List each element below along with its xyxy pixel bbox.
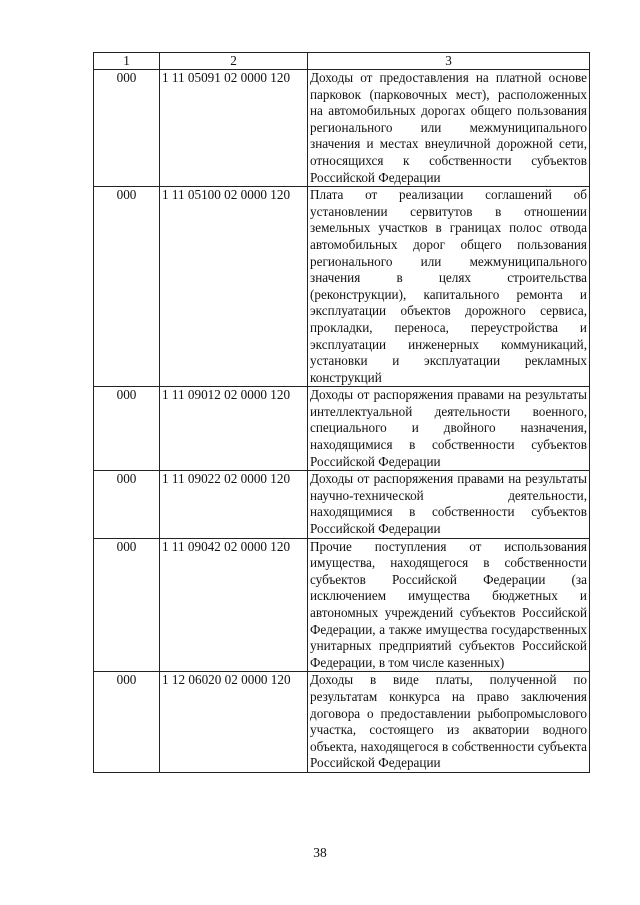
header-col-1: 1 bbox=[94, 53, 160, 70]
admin-code-cell: 000 bbox=[94, 187, 160, 387]
header-col-2: 2 bbox=[160, 53, 308, 70]
header-col-3: 3 bbox=[308, 53, 590, 70]
kbk-code-cell: 1 11 09012 02 0000 120 bbox=[160, 387, 308, 471]
header-row bbox=[94, 53, 590, 70]
table-row bbox=[94, 187, 590, 387]
revenue-name-cell: Доходы от распоряжения правами на результаты интеллектуальной деятельности военного, специального и двойного назначения, находящимися в собственности субъектов Российской Федерации bbox=[308, 387, 590, 471]
revenue-name-cell: Доходы от распоряжения правами на результаты научно-технической деятельности, находящимися в собственности субъектов Российской Федерации bbox=[308, 471, 590, 538]
admin-code-cell: 000 bbox=[94, 387, 160, 471]
revenue-name-cell: Доходы от предоставления на платной основе парковок (парковочных мест), расположенных на автомобильных дорогах общего пользования регионального или межмуниципального значения и местах внеуличной дорожной сети, относящихся к собственности субъектов Российской Федерации bbox=[308, 70, 590, 187]
revenue-name-cell: Плата от реализации соглашений об установлении сервитутов в отношении земельных участков в границах полос отвода автомобильных дорог общего пользования регионального или межмуниципального значения в целях строительства (реконструкции), капитального ремонта и эксплуатации объектов дорожного сервиса, прокладки, переноса, переустройства и эксплуатации инженерных коммуникаций, установки и эксплуатации рекламных конструкций bbox=[308, 187, 590, 387]
table-row bbox=[94, 387, 590, 471]
kbk-code-cell: 1 11 09022 02 0000 120 bbox=[160, 471, 308, 538]
admin-code-cell: 000 bbox=[94, 471, 160, 538]
revenue-name-cell: Доходы в виде платы, полученной по результатам конкурса на право заключения договора о предоставлении рыбопромыслового участка, состоящего из акватории водного объекта, находящегося в собственности субъекта Российской Федерации bbox=[308, 672, 590, 773]
table-row bbox=[94, 538, 590, 672]
kbk-code-cell: 1 11 05100 02 0000 120 bbox=[160, 187, 308, 387]
kbk-code-cell: 1 12 06020 02 0000 120 bbox=[160, 672, 308, 773]
admin-code-cell: 000 bbox=[94, 672, 160, 773]
admin-code-cell: 000 bbox=[94, 538, 160, 672]
table-row bbox=[94, 471, 590, 538]
revenue-name-cell: Прочие поступления от использования имущества, находящегося в собственности субъектов Российской Федерации (за исключением имущества бюджетных и автономных учреждений субъектов Российской Федерации, а также имущества государственных унитарных предприятий субъектов Российской Федерации, в том числе казенных) bbox=[308, 538, 590, 672]
kbk-code-cell: 1 11 05091 02 0000 120 bbox=[160, 70, 308, 187]
kbk-code-cell: 1 11 09042 02 0000 120 bbox=[160, 538, 308, 672]
table-row bbox=[94, 70, 590, 187]
table-row bbox=[94, 672, 590, 773]
page-number: 38 bbox=[313, 845, 327, 860]
admin-code-cell: 000 bbox=[94, 70, 160, 187]
revenue-classification-table bbox=[93, 52, 590, 773]
